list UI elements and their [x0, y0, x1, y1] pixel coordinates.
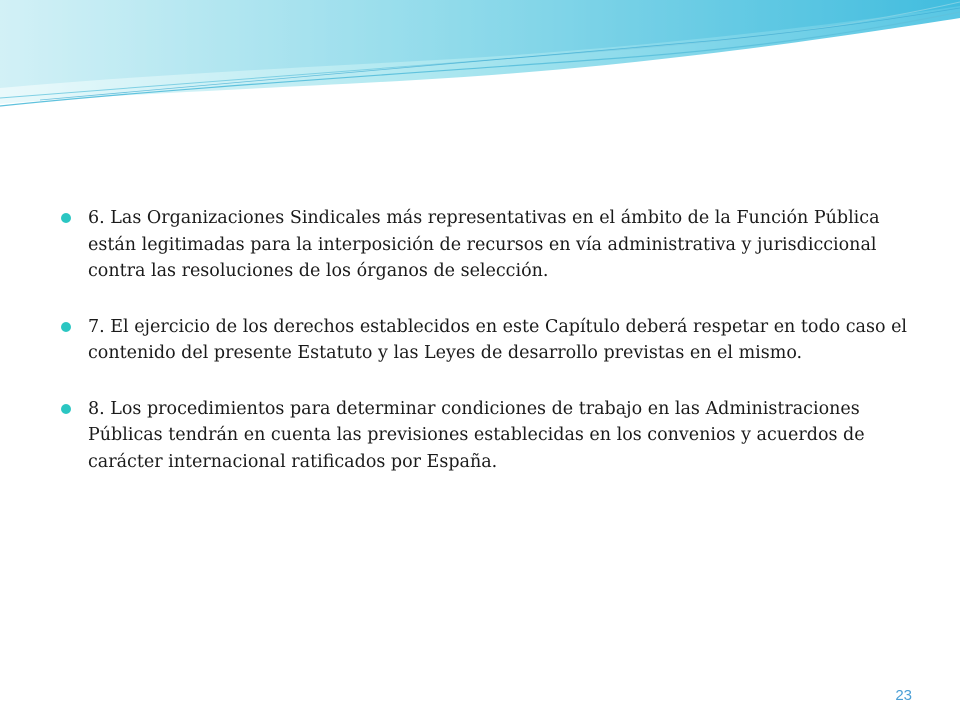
bullet-text: 6. Las Organizaciones Sindicales más representativas en el ámbito de la Función Pública están legitimadas para la interposición de recursos en vía administrativa y jurisdiccional contra las resoluciones de los órganos de selección. [88, 208, 880, 281]
bullet-dot-icon [61, 322, 71, 332]
bullet-item [58, 205, 908, 285]
bullet-dot-icon [61, 404, 71, 414]
bullet-dot-icon [61, 213, 71, 223]
bullet-item [58, 396, 908, 476]
slide-content [58, 205, 908, 504]
page-number: 23 [895, 687, 912, 704]
header-wave-decoration [0, 0, 960, 120]
bullet-text: 8. Los procedimientos para determinar condiciones de trabajo en las Administraciones Públicas tendrán en cuenta las previsiones establecidas en los convenios y acuerdos de carácter internacional ratificados por España. [88, 398, 865, 472]
bullet-item [58, 314, 908, 367]
bullet-text: 7. El ejercicio de los derechos establecidos en este Capítulo deberá respetar en todo caso el contenido del presente Estatuto y las Leyes de desarrollo previstas en el mismo. [88, 316, 908, 363]
bullet-list [58, 205, 908, 475]
